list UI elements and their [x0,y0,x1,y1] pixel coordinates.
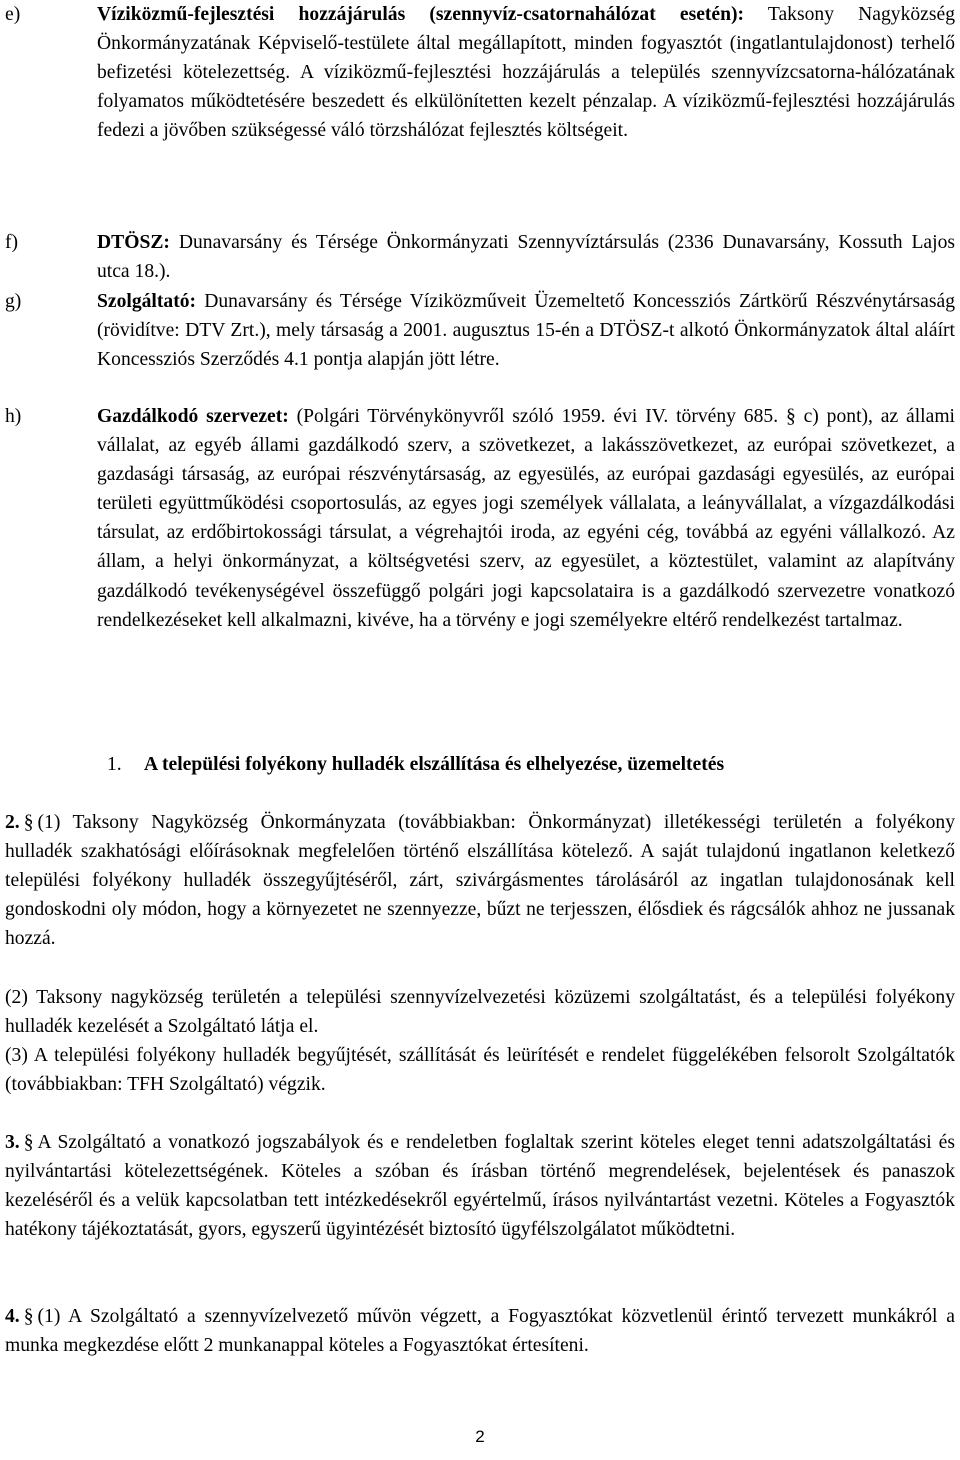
definition-text [97,0,955,145]
page-number: 2 [475,1427,485,1446]
paragraph-2-3: (3) A települési folyékony hulladék begyűjtését, szállítását és leürítését e rendelet függelékében felsorolt Szolgáltatók (továbbiakban: TFH Szolgáltató) végzik. [5,1045,955,1096]
paragraph-text: (1) Taksony Nagyközség Önkormányzata (továbbiakban: Önkormányzat) illetékességi területén a folyékony hulladék szakhatósági előírásoknak megfelelően történő elszállítása kötelező. A saját tulajdonú ingatlanon keletkező települési folyékony hulladék összegyűjtéséről, zárt, szivárgásmentes tárolásáról az ingatlan tulajdonosának kell gondoskodni oly módon, hogy a környezetet ne szennyezze, bűzt ne terjesszen, élősdiek és rágcsálók ahhoz ne jussanak hozzá. [5,812,955,950]
definition-text [97,228,955,286]
definition-item-f [0,228,955,286]
definition-body: Dunavarsány és Térsége Víziközműveit Üzemeltető Koncessziós Zártkörű Részvénytársaság (rövidítve: DTV Zrt.), mely társaság a 2001. augusztus 15-én a DTÖSZ-t alkotó Önkormányzatok által aláírt Koncessziós Szerződés 4.1 pontja alapján jött létre. [97,291,955,371]
paragraph-number: 2. [5,812,20,833]
paragraph-4 [5,1302,955,1360]
definition-term: Gazdálkodó szervezet: [97,406,289,427]
definition-body: (Polgári Törvénykönyvről szóló 1959. évi IV. törvény 685. § c) pont), az állami vállalat, az egyéb állami gazdálkodó szerv, a szövetkezet, a lakásszövetkezet, az európai szövetkezet, a gazdasági társaság, az európai részvénytársaság, az egyesülés, az európai gazdasági egyesülés, az európai területi együttműködési csoportosulás, az egyes jogi személyek vállalata, a leányvállalat, a vízgazdálkodási társulat, az erdőbirtokossági társulat, a végrehajtói iroda, az egyéni cég, továbbá az egyéni vállalkozó. Az állam, a helyi önkormányzat, a költségvetési szerv, az egyesület, a köztestület, valamint az alapítvány gazdálkodó tevékenységével összefüggő polgári jogi kapcsolataira is a gazdálkodó szervezetre vonatkozó rendelkezéseket kell alkalmazni, kivéve, ha a törvény e jogi személyekre eltérő rendelkezést tartalmaz. [97,406,955,631]
definition-term: Szolgáltató: [97,291,197,312]
item-marker: f) [5,232,19,253]
definition-term: DTÖSZ: [97,232,170,253]
item-marker: h) [5,406,22,427]
paragraph-text: (1) A Szolgáltató a szennyvízelvezető művön végzett, a Fogyasztókat közvetlenül érintő tervezett munkákról a munka megkezdése előtt 2 munkanappal köteles a Fogyasztókat értesíteni. [5,1306,955,1357]
section-sign: § [23,1306,34,1327]
definition-term: Víziközmű-fejlesztési hozzájárulás (szennyvíz-csatornahálózat esetén): [97,4,745,25]
heading-title: A települési folyékony hulladék elszállítása és elhelyezése, üzemeltetés [144,754,725,775]
heading-number: 1. [107,754,122,775]
item-marker: e) [5,4,21,25]
paragraph-2-2: (2) Taksony nagyközség területén a települési szennyvízelvezetési közüzemi szolgáltatást, és a települési folyékony hulladék kezelését a Szolgáltató látja el. [5,987,955,1038]
definition-text [97,402,955,635]
definition-text [97,287,955,374]
paragraph-3 [5,1128,955,1244]
definition-body: Dunavarsány és Térsége Önkormányzati Szennyvíztársulás (2336 Dunavarsány, Kossuth Lajos utca 18.). [97,232,955,283]
definition-item-h [0,402,955,635]
paragraph-2 [5,808,955,953]
paragraph-number: 3. [5,1132,20,1153]
paragraph-text: A Szolgáltató a vonatkozó jogszabályok és e rendeletben foglaltak szerint köteles eleget tenni adatszolgáltatási és nyilvántartási kötelezettségének. Köteles a szóban és írásban történő megrendelések, bejelentések és panaszok kezeléséről és a velük kapcsolatban tett intézkedésekről egyértelmű, írásos nyilvántartást vezetni. Köteles a Fogyasztók hatékony tájékoztatását, gyors, egyszerű ügyintézését biztosító ügyfélszolgálatot működtetni. [5,1132,955,1241]
definition-item-g [0,287,955,374]
definition-body: Taksony Nagyközség Önkormányzatának Képviselő-testülete által megállapított, minden fogyasztót (ingatlantulajdonost) terhelő befizetési kötelezettség. A víziközmű-fejlesztési hozzájárulás a település szennyvízcsatorna-hálózatának folyamatos működtetésére beszedett és elkülönítetten kezelt pénzalap. A víziközmű-fejlesztési hozzájárulás fedezi a jövőben szükségessé váló törzshálózat fejlesztés költségeit. [97,4,955,142]
section-sign: § [23,812,34,833]
section-sign: § [23,1132,34,1153]
definition-item-e [0,0,955,145]
paragraph-number: 4. [5,1306,20,1327]
item-marker: g) [5,291,22,312]
section-heading [107,750,907,779]
